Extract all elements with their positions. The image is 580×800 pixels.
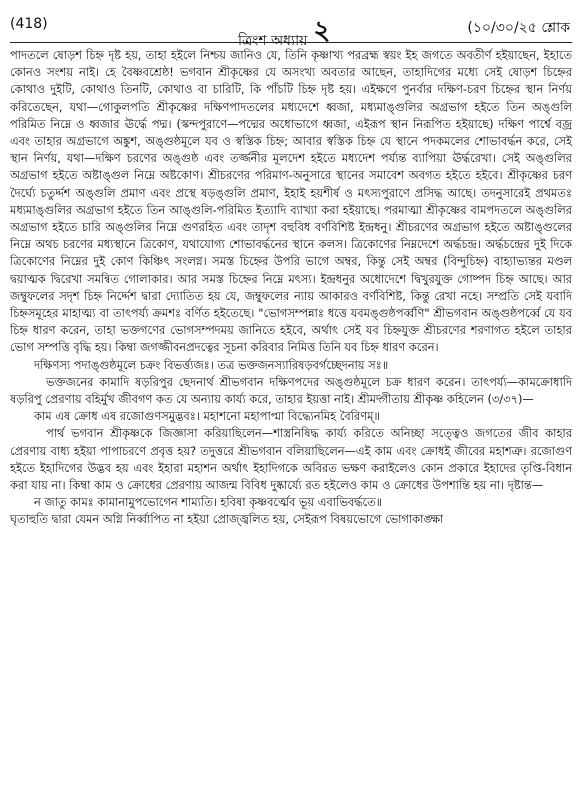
paragraph-closing: ঘৃতাহুতি দ্বারা যেমন অগ্নি নির্ব্বাপিত না হইয়া প্রোজ্জ্বলিত হয়, সেইরূপ বিষয়ভোগে ভোগাকাঙ্ক্ষা (10, 512, 444, 527)
verse-reference: (১০/৩০/২৫ শ্লোক (467, 20, 570, 36)
body-text (10, 47, 572, 529)
paragraph-commentary: পাদতলে ষোড়শ চিহ্ন দৃষ্ট হয়, তাহা হইলে নিশ্চয় জানিও যে, তিনি কৃষ্ণাখ্য পরব্রহ্ম স্বয়ং ইহ জগতে অবতীর্ণ হইয়াছেন, ইহাতে কোনও সংশয় নাই। হে বৈষ্ণবশ্রেষ্ঠ! ভগবান শ্রীকৃষ্ণের যে অসংখ্য অবতার আছেন, তাহাদিগের মধ্যে সেই ষোড়শ চিহ্নের কোথাও দুইটি, কোথাও তিনটি, কোথাও বা চারিটি, কি পাঁচটি চিহ্ন দৃষ্ট হয়। এইক্ষণে পুনর্বার দক্ষিণ-চরণ চিহ্নের স্থান নির্ণয় করিতেছেন, যথা—গোকুলপতি শ্রীকৃষ্ণের দক্ষিণপাদতলের মধ্যদেশে ধ্বজা, মধ্যমাঙ্গুলির অগ্রভাগ হইতে তিন অঙ্গুলি পরিমিত নিম্নে ও ধ্বজার ঊর্দ্ধে পদ্ম। (স্কন্দপুরাণে—পদ্মের অধোভাগে ধ্বজা, এইরূপ স্থান নিরূপিত হইয়াছে) দক্ষিণ পার্শ্বে বজ্র এবং তাহার অগ্রভাগে অঙ্কুশ, অঙ্গুষ্ঠমূলে যব ও স্বস্তিক চিহ্ন; আবার স্বস্তিক চিহ্ন যে স্থানে পদকমলের শোভাবর্দ্ধন করে, সেই স্থান নির্ণয়, যথা—দক্ষিণ চরণের অঙ্গুষ্ঠ এবং তর্জ্জনীর মূলদেশ হইতে মধ্যদেশ পর্য্যন্ত ব্যাপিয়া ঊর্দ্ধরেখা। সেই অঙ্গুলির অগ্রভাগ হইতে অষ্টাঙ্গুল নিম্নে অষ্টকোণ। শ্রীচরণের পরিমাণ-অনুসারে স্থানের সমাবেশ অবগত হইতে হইবে। শ্রীকৃষ্ণের চরণ দৈর্ঘ্যে চতুর্দ্দশ অঙ্গুলি প্রমাণ এবং প্রস্থে ষড়ঙ্গুলি প্রমাণ, ইহাই হয়শীর্ষ ও মৎস্যপুরাণে প্রসিদ্ধ আছে। তদনুসারেই প্রথমতঃ মধ্যমাঙ্গুলির অগ্রভাগ হইতে তিন আঙ্গুলি-পরিমিত ইত্যাদি ব্যাখ্যা করা হইয়াছে। পরমাত্মা শ্রীকৃষ্ণের বামপদতলে অঙ্গুলির অগ্রভাগ হইতে চারি অঙ্গুলির নিম্নে গুণরহিত এবং তাদৃশ বহুবিধ বর্ণবিশিষ্ট ইন্দ্রধনু। শ্রীচরণের অগ্রভাগ হইতে অষ্টাঙ্গুলের নিম্নে অথচ চরণের মধ্যস্থানে ত্রিকোণ, যথাযোগ্য শোভাবর্দ্ধনের স্থানে কলস। ত্রিকোণের নিম্নদেশে অর্দ্ধচন্দ্র। অর্দ্ধচন্দ্রের দুই দিকে ত্রিকোণের নিম্নের দুই কোণ কিঞ্চিৎ সংলগ্ন। সমস্ত চিহ্নের উপরি ভাগে অম্বর, কিন্তু সেই অম্বর (বিন্দুচিহ্ন) বাহ্যাভ্যন্তর মণ্ডল দ্বয়াত্মক দ্বিরেখা সমন্বিত গোলাকার। আর সমস্ত চিহ্নের নিম্নে মৎস্য। ইন্দ্রধনুর অধোদেশে দ্বিখুরযুক্ত গোষ্পদ চিহ্ন আছে। আর জম্বুফলের সদৃশ চিহ্ন নির্দ্দেশ দ্বারা দ্যোতিত হয় যে, জম্বুফলের ন্যায় আকারও বর্ণবিশিষ্ট, কিন্তু রেখা নহে। সম্প্রতি সেই যবাদি চিহ্নসমূহের মাহাত্ম্য বা তাৎপর্য্য ক্রমশঃ বর্ণিত হইতেছে। "ভোগসম্পন্নাঃ ধত্তে যবমঙ্গুষ্ঠপর্ব্বণি" শ্রীভগবান অঙ্গুষ্ঠপর্ব্বে যে যব চিহ্ন ধারণ করেন, তাহা ভক্তগণের ভোগসম্পদময় জানিতে হইবে, অর্থাৎ সেই যব চিহ্নযুক্ত শ্রীচরণের শরণাগত হইলে তাহার ভোগ সম্পত্তি বৃদ্ধি হয়। কিম্বা জগজ্জীবনপ্রদত্বের সূচনা করিবার নিমিত্ত তিনি যব চিহ্ন ধারণ করেন। (10, 48, 572, 355)
verse-line-1: দক্ষিণস্য পদাঙ্গুষ্ঠমূলে চক্রং বিভর্ত্ত্যজঃ। তত্র ভক্তজনস্যারিষড়বর্গচ্ছেদনায় সঃ॥ (34, 357, 389, 372)
page-header (10, 14, 572, 49)
verse-line-2: কাম এষ ক্রোধ এষ রজোগুণসমুদ্ভবঃ। মহাশনো মহাপাপ্মা বিদ্ধ্যেনমিহ বৈরিণম্॥ (34, 409, 380, 424)
chapter-mark: ২ (313, 16, 331, 46)
page-number: (418) (10, 16, 48, 32)
paragraph-explanation-2: পার্থ ভগবান শ্রীকৃষ্ণকে জিজ্ঞাসা করিয়াছিলেন—শাস্ত্রনিষিদ্ধ কার্য্য করিতে অনিচ্ছা সত্ত্বেও জগতের জীব কাহার প্রেরণায় বাধ্য হইয়া পাপাচরণে প্রবৃত্ত হয়? তদুত্তরে শ্রীভগবান বলিয়াছিলেন—এই কাম এবং ক্রোধই জীবের মহাশত্রু। রজোগুণ হইতে ইহাদিগের উদ্ভব হয় এবং ইহারা মহাশন অর্থাৎ ইহাদিগকে অবিরত ভক্ষণ করাইলেও কোন প্রকারে ইহাদের তৃপ্তি-বিধান করা যায় না। কিম্বা কাম ও ক্রোধের প্রেরণায় আজন্ম বিবিধ দুষ্কার্য্যে রত হইলেও কাম ও ক্রোধের উপশান্তি হয় না। দৃষ্টান্ত— (10, 426, 572, 493)
verse-line-3: ন জাতু কামঃ কামানামুপভোগেন শাম্যতি। হবিষা কৃষ্ণবর্ত্মেব ভূয় এবাভিবর্দ্ধতে॥ (34, 495, 383, 510)
chapter-title-text: ত্রিংশ অধ্যায় (238, 33, 308, 49)
paragraph-explanation-1: ভক্তজনের কামাদি ষড়রিপুর ছেদনার্থ শ্রীভগবান দক্ষিণপদের অঙ্গুষ্ঠমূলে চক্র ধারণ করেন। তাৎপর্য্য—কামক্রোধাদি ষড়রিপু প্রেরণায় বহির্মুখ জীবগণ কত যে অন্যায় কার্য্য করে, তাহার ইয়ত্তা নাই। শ্রীমদ্গীতায় শ্রীকৃষ্ণ কহিলেন (৩/৩৭)— (10, 374, 572, 407)
chapter-title (238, 16, 330, 60)
